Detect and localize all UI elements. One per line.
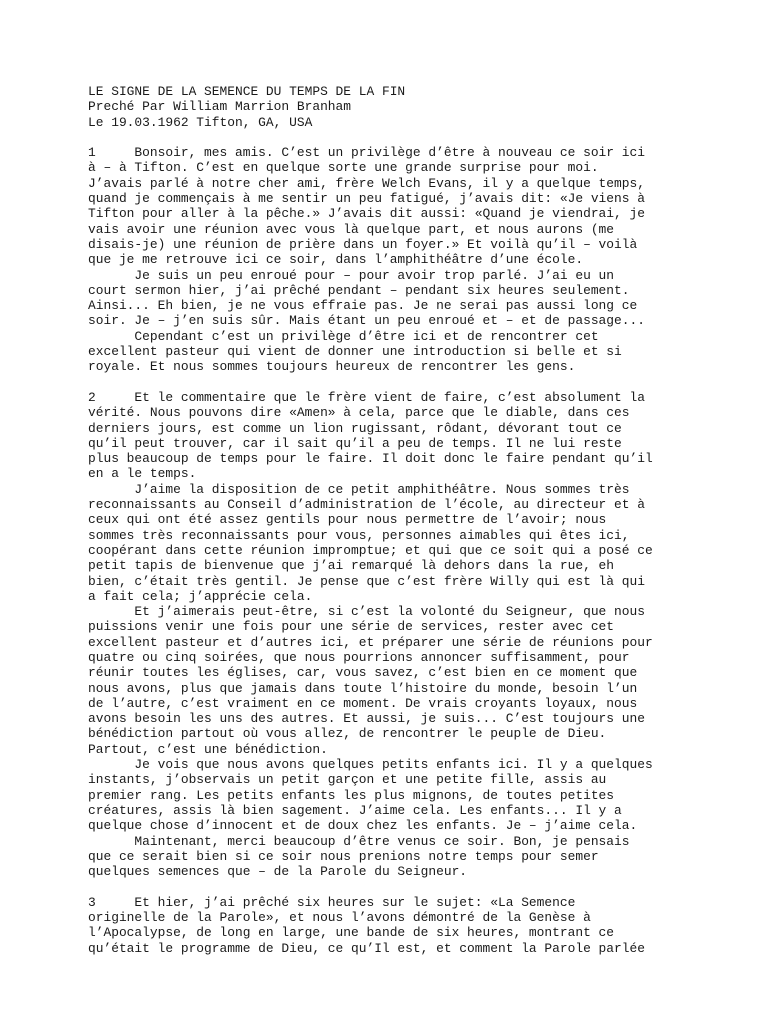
text-line: 2 Et le commentaire que le frère vient de faire, c’est absolument la xyxy=(88,389,645,405)
preacher-line: Preché Par William Marrion Branham xyxy=(88,99,352,115)
text-line: derniers jours, est comme un lion rugissant, rôdant, dévorant tout ce xyxy=(88,420,622,436)
text-line: premier rang. Les petits enfants les plus mignons, de toutes petites xyxy=(88,787,615,803)
sermon-transcript xyxy=(88,84,688,971)
date-place-line: Le 19.03.1962 Tifton, GA, USA xyxy=(88,114,313,130)
document-header xyxy=(88,84,688,130)
text-line: excellent pasteur qui vient de donner une introduction si belle et si xyxy=(88,344,622,360)
text-line: Et j’aimerais peut-être, si c’est la volonté du Seigneur, que nous xyxy=(88,604,645,620)
text-line: quand je commençais à me sentir un peu fatigué, j’avais dit: «Je viens à xyxy=(88,191,645,207)
text-line: royale. Et nous sommes toujours heureux de rencontrer les gens. xyxy=(88,359,576,375)
text-line: en a le temps. xyxy=(88,466,197,482)
text-line: Ainsi... Eh bien, je ne vous effraie pas. Je ne serai pas aussi long ce xyxy=(88,298,638,314)
text-line: ceux qui ont été assez gentils pour nous permettre de l’avoir; nous xyxy=(88,512,607,528)
paragraph xyxy=(88,895,688,956)
text-line: quatre ou cinq soirées, que nous pourrions annoncer suffisamment, pour xyxy=(88,649,630,665)
text-line: disais-je) une réunion de prière dans un foyer.» Et voilà qu’il – voilà xyxy=(88,236,638,252)
text-line: 3 Et hier, j’ai prêché six heures sur le sujet: «La Semence xyxy=(88,894,576,910)
text-line: Partout, c’est une bénédiction. xyxy=(88,741,328,757)
text-line: 1 Bonsoir, mes amis. C’est un privilège d’être à nouveau ce soir ici xyxy=(88,145,645,161)
text-line: bénédiction partout où vous allez, de rencontrer le peuple de Dieu. xyxy=(88,726,607,742)
text-line: que ce serait bien si ce soir nous prenions notre temps pour semer xyxy=(88,848,599,864)
text-line: court sermon hier, j’ai prêché pendant – pendant six heures seulement. xyxy=(88,282,630,298)
text-line: Je suis un peu enroué pour – pour avoir trop parlé. J’ai eu un xyxy=(88,267,615,283)
text-line: créatures, assis là bien sagement. J’aime cela. Les enfants... Il y a xyxy=(88,802,622,818)
document-body xyxy=(88,145,688,956)
text-line: bien, c’était très gentil. Je pense que c’est frère Willy qui est là qui xyxy=(88,573,645,589)
text-line: qu’il peut trouver, car il sait qu’il a peu de temps. Il ne lui reste xyxy=(88,435,622,451)
text-line: quelques semences que – de la Parole du Seigneur. xyxy=(88,864,468,880)
text-line: nous avons, plus que jamais dans toute l’histoire du monde, besoin l’un xyxy=(88,680,638,696)
text-line: petit tapis de bienvenue que j’ai remarqué là dehors dans la rue, eh xyxy=(88,558,615,574)
text-line: coopérant dans cette réunion impromptue; et qui que ce soit qui a posé ce xyxy=(88,542,653,558)
text-line: Tifton pour aller à la pêche.» J’avais dit aussi: «Quand je viendrai, je xyxy=(88,206,645,222)
text-line: quelque chose d’innocent et de doux chez les enfants. Je – j’aime cela. xyxy=(88,818,638,834)
text-line: vérité. Nous pouvons dire «Amen» à cela, parce que le diable, dans ces xyxy=(88,405,630,421)
text-line: reconnaissants au Conseil d’administration de l’école, au directeur et à xyxy=(88,497,645,513)
text-line: a fait cela; j’apprécie cela. xyxy=(88,588,313,604)
text-line: à – à Tifton. C’est en quelque sorte une grande surprise pour moi. xyxy=(88,160,599,176)
text-line: Cependant c’est un privilège d’être ici et de rencontrer cet xyxy=(88,328,599,344)
text-line: soir. Je – j’en suis sûr. Mais étant un peu enroué et – et de passage... xyxy=(88,313,645,329)
text-line: plus beaucoup de temps pour le faire. Il doit donc le faire pendant qu’il xyxy=(88,451,653,467)
text-line: vais avoir une réunion avec vous là quelque part, et nous aurons (me xyxy=(88,221,615,237)
text-line: qu’était le programme de Dieu, ce qu’Il est, et comment la Parole parlée xyxy=(88,940,645,956)
text-line: réunir toutes les églises, car, vous savez, c’est bien en ce moment que xyxy=(88,665,638,681)
text-line: avons besoin les uns des autres. Et aussi, je suis... C’est toujours une xyxy=(88,711,645,727)
paragraph xyxy=(88,145,688,374)
text-line: de l’autre, c’est vraiment en ce moment. De vrais croyants loyaux, nous xyxy=(88,695,638,711)
text-line: l’Apocalypse, de long en large, une bande de six heures, montrant ce xyxy=(88,925,615,941)
document-title: LE SIGNE DE LA SEMENCE DU TEMPS DE LA FIN xyxy=(88,84,406,99)
text-line: J’aime la disposition de ce petit amphithéâtre. Nous sommes très xyxy=(88,481,630,497)
text-line: Je vois que nous avons quelques petits enfants ici. Il y a quelques xyxy=(88,757,653,773)
paragraph xyxy=(88,390,688,880)
text-line: que je me retrouve ici ce soir, dans l’amphithéâtre d’une école. xyxy=(88,252,584,268)
text-line: Maintenant, merci beaucoup d’être venus ce soir. Bon, je pensais xyxy=(88,833,630,849)
text-line: puissions venir une fois pour une série de services, rester avec cet xyxy=(88,619,615,635)
text-line: sommes très reconnaissants pour vous, personnes aimables qui êtes ici, xyxy=(88,527,630,543)
text-line: instants, j’observais un petit garçon et une petite fille, assis au xyxy=(88,772,607,788)
text-line: originelle de la Parole», et nous l’avons démontré de la Genèse à xyxy=(88,910,591,926)
text-line: J’avais parlé à notre cher ami, frère Welch Evans, il y a quelque temps, xyxy=(88,175,645,191)
text-line: excellent pasteur et d’autres ici, et préparer une série de réunions pour xyxy=(88,634,653,650)
